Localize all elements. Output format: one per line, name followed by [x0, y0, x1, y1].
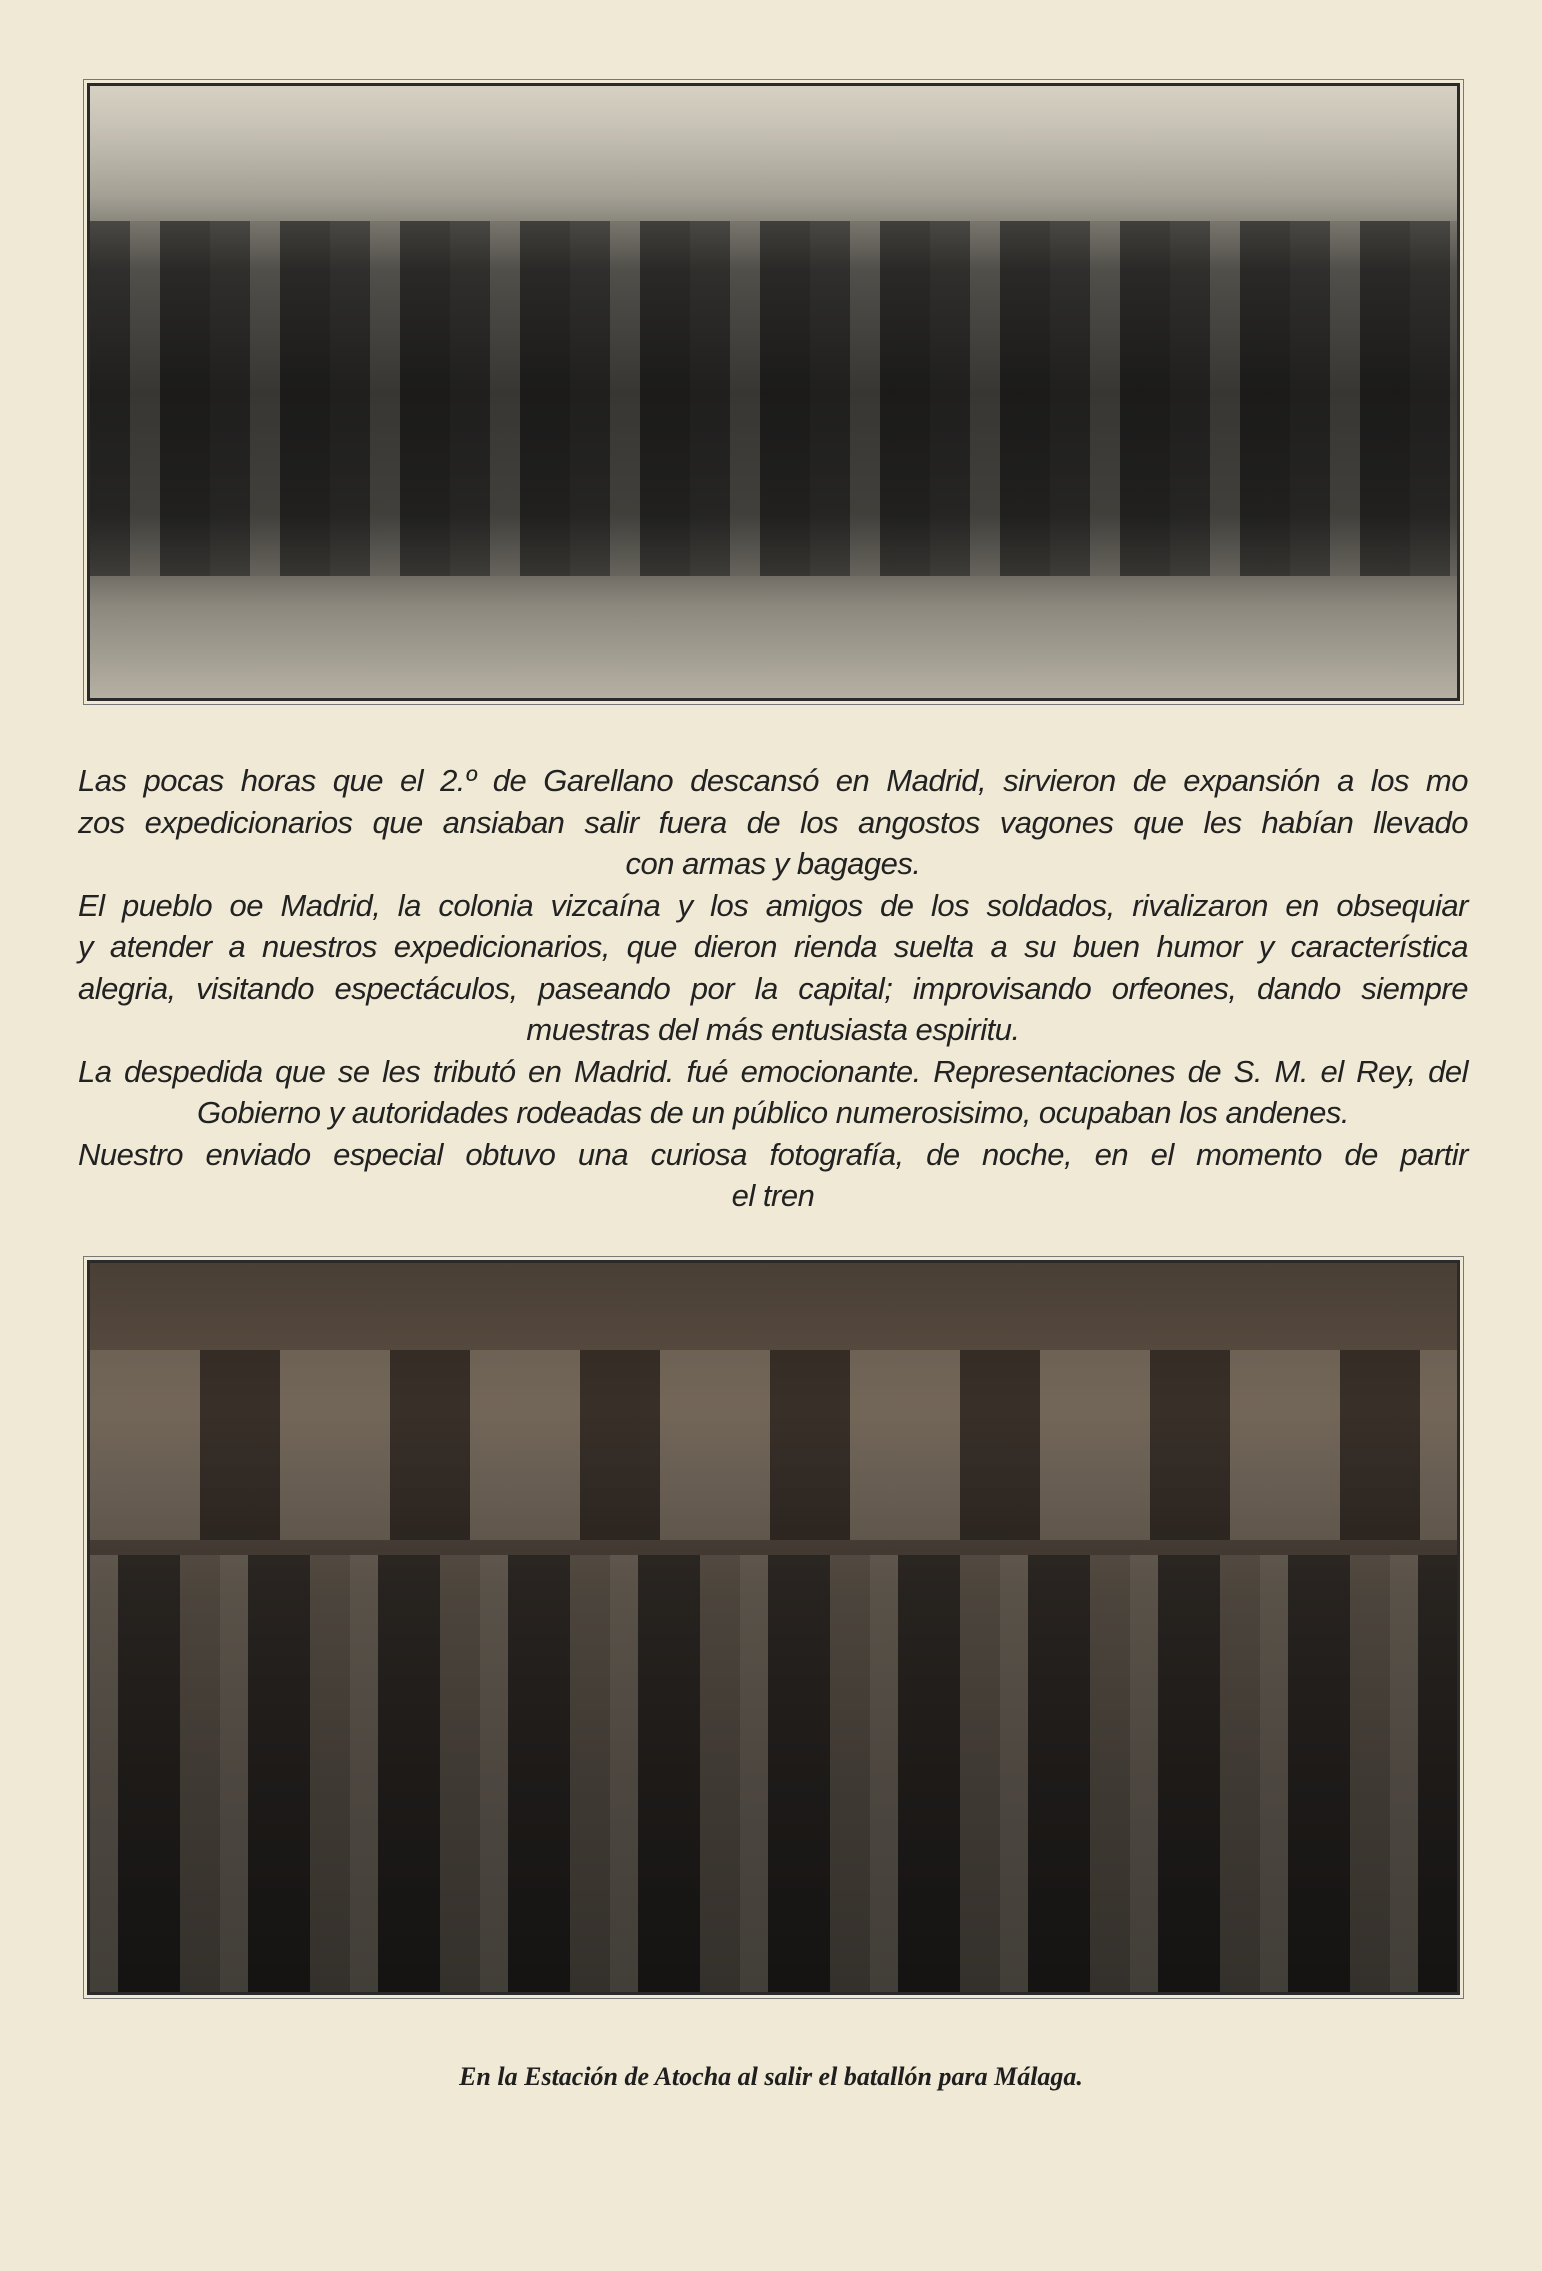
text-line: Las pocas horas que el 2.º de Garellano descansó en Madrid, sirvieron de expansión a los mo [78, 763, 1468, 798]
photo-train-windows [90, 1350, 1457, 1540]
photo-soldiers-eating [87, 83, 1460, 701]
text-line: y atender a nuestros expedicionarios, que dieron rienda suelta a su buen humor y característica [78, 929, 1468, 964]
photo-caption: En la Estación de Atocha al salir el batallón para Málaga. [459, 2062, 1083, 2091]
text-line: el tren [731, 1178, 815, 1213]
photo-crowd [90, 1555, 1457, 1992]
text-line: La despedida que se les tributó en Madrid. fué emocionante. Representaciones de S. M. el Rey, del [78, 1053, 1468, 1089]
text-line: con armas y bagages. [625, 846, 921, 881]
text-line: El pueblo oe Madrid, la colonia vizcaína y los amigos de los soldados, rivalizaron en obsequiar [78, 887, 1468, 923]
text-line: zos expedicionarios que ansiaban salir fuera de los angostos vagones que les habían llevado [78, 804, 1468, 840]
text-line: muestras del más entusiasta espiritu. [526, 1012, 1020, 1047]
text-line: Nuestro enviado especial obtuvo una curiosa fotografía, de noche, en el momento de partir [78, 1136, 1468, 1172]
photo-soldiers-figures [90, 221, 1457, 576]
text-line: Gobierno y autoridades rodeadas de un público numerosisimo, ocupaban los andenes. [196, 1095, 1350, 1130]
text-line: alegria, visitando espectáculos, paseando por la capital; improvisando orfeones, dando siempre [78, 970, 1468, 1006]
article-body [78, 760, 1468, 1217]
photo-train-station [87, 1260, 1460, 1995]
